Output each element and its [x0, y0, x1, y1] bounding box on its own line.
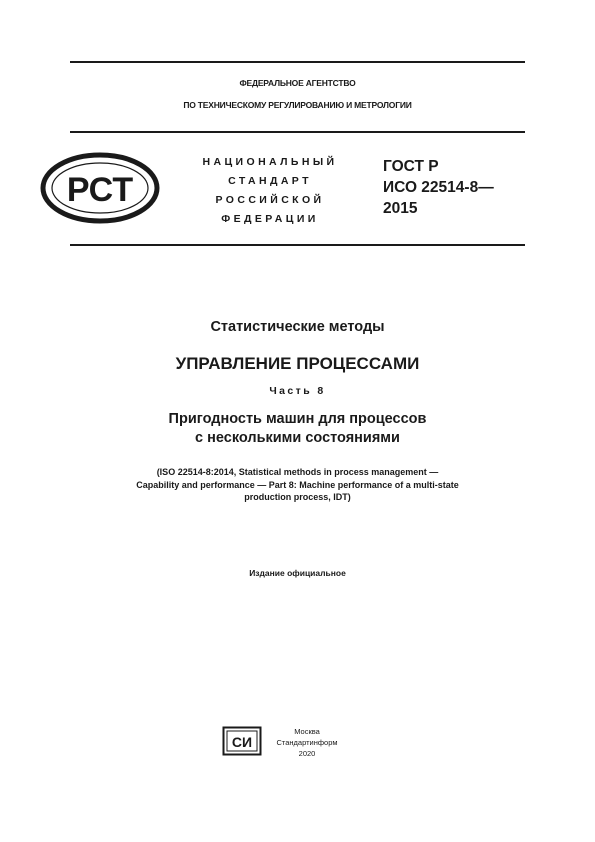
- agency-line-2: ПО ТЕХНИЧЕСКОМУ РЕГУЛИРОВАНИЮ И МЕТРОЛОГИИ: [183, 100, 412, 110]
- part-label: Часть 8: [269, 385, 326, 397]
- national-standard-label: [170, 153, 370, 229]
- publisher-year: 2020: [298, 749, 316, 758]
- source-line-1: (ISO 22514-8:2014, Statistical methods in process management —: [156, 467, 439, 477]
- national-line-1: НАЦИОНАЛЬНЫЙ: [202, 156, 338, 168]
- lower-rule: [70, 244, 525, 246]
- gost-r-logo-icon: [40, 152, 160, 224]
- top-rule: [70, 61, 525, 63]
- publisher-name: Стандартинформ: [276, 738, 338, 747]
- national-line-4: ФЕДЕРАЦИИ: [221, 213, 319, 225]
- subtitle-line-1: Пригодность машин для процессов: [168, 411, 427, 427]
- designation-line-3: 2015: [383, 200, 418, 217]
- source-reference: [70, 466, 525, 504]
- source-line-2: Capability and performance — Part 8: Machine performance of a multi-state: [136, 479, 459, 490]
- gost-logo-letters: РСТ: [66, 171, 134, 209]
- subtitle: [70, 410, 525, 448]
- standartinform-logo-icon: [222, 726, 262, 756]
- publisher-logo-letters: СИ: [231, 734, 253, 750]
- series-title: Статистические методы: [210, 319, 385, 335]
- edition-label: Издание официальное: [249, 568, 346, 578]
- national-line-2: СТАНДАРТ: [228, 175, 312, 187]
- designation-line-1: ГОСТ Р: [383, 158, 439, 175]
- subtitle-line-2: с несколькими состояниями: [195, 430, 400, 446]
- source-line-3: production process, IDT): [244, 492, 351, 502]
- main-title: УПРАВЛЕНИЕ ПРОЦЕССАМИ: [175, 354, 420, 373]
- publisher-info: [262, 726, 352, 759]
- agency-line-1: ФЕДЕРАЛЬНОЕ АГЕНТСТВО: [239, 78, 356, 88]
- standard-designation: [383, 156, 494, 219]
- national-line-3: РОССИЙСКОЙ: [215, 194, 325, 206]
- designation-line-2: ИСО 22514-8—: [383, 179, 494, 196]
- upper-rule: [70, 131, 525, 133]
- publisher-city: Москва: [294, 727, 320, 736]
